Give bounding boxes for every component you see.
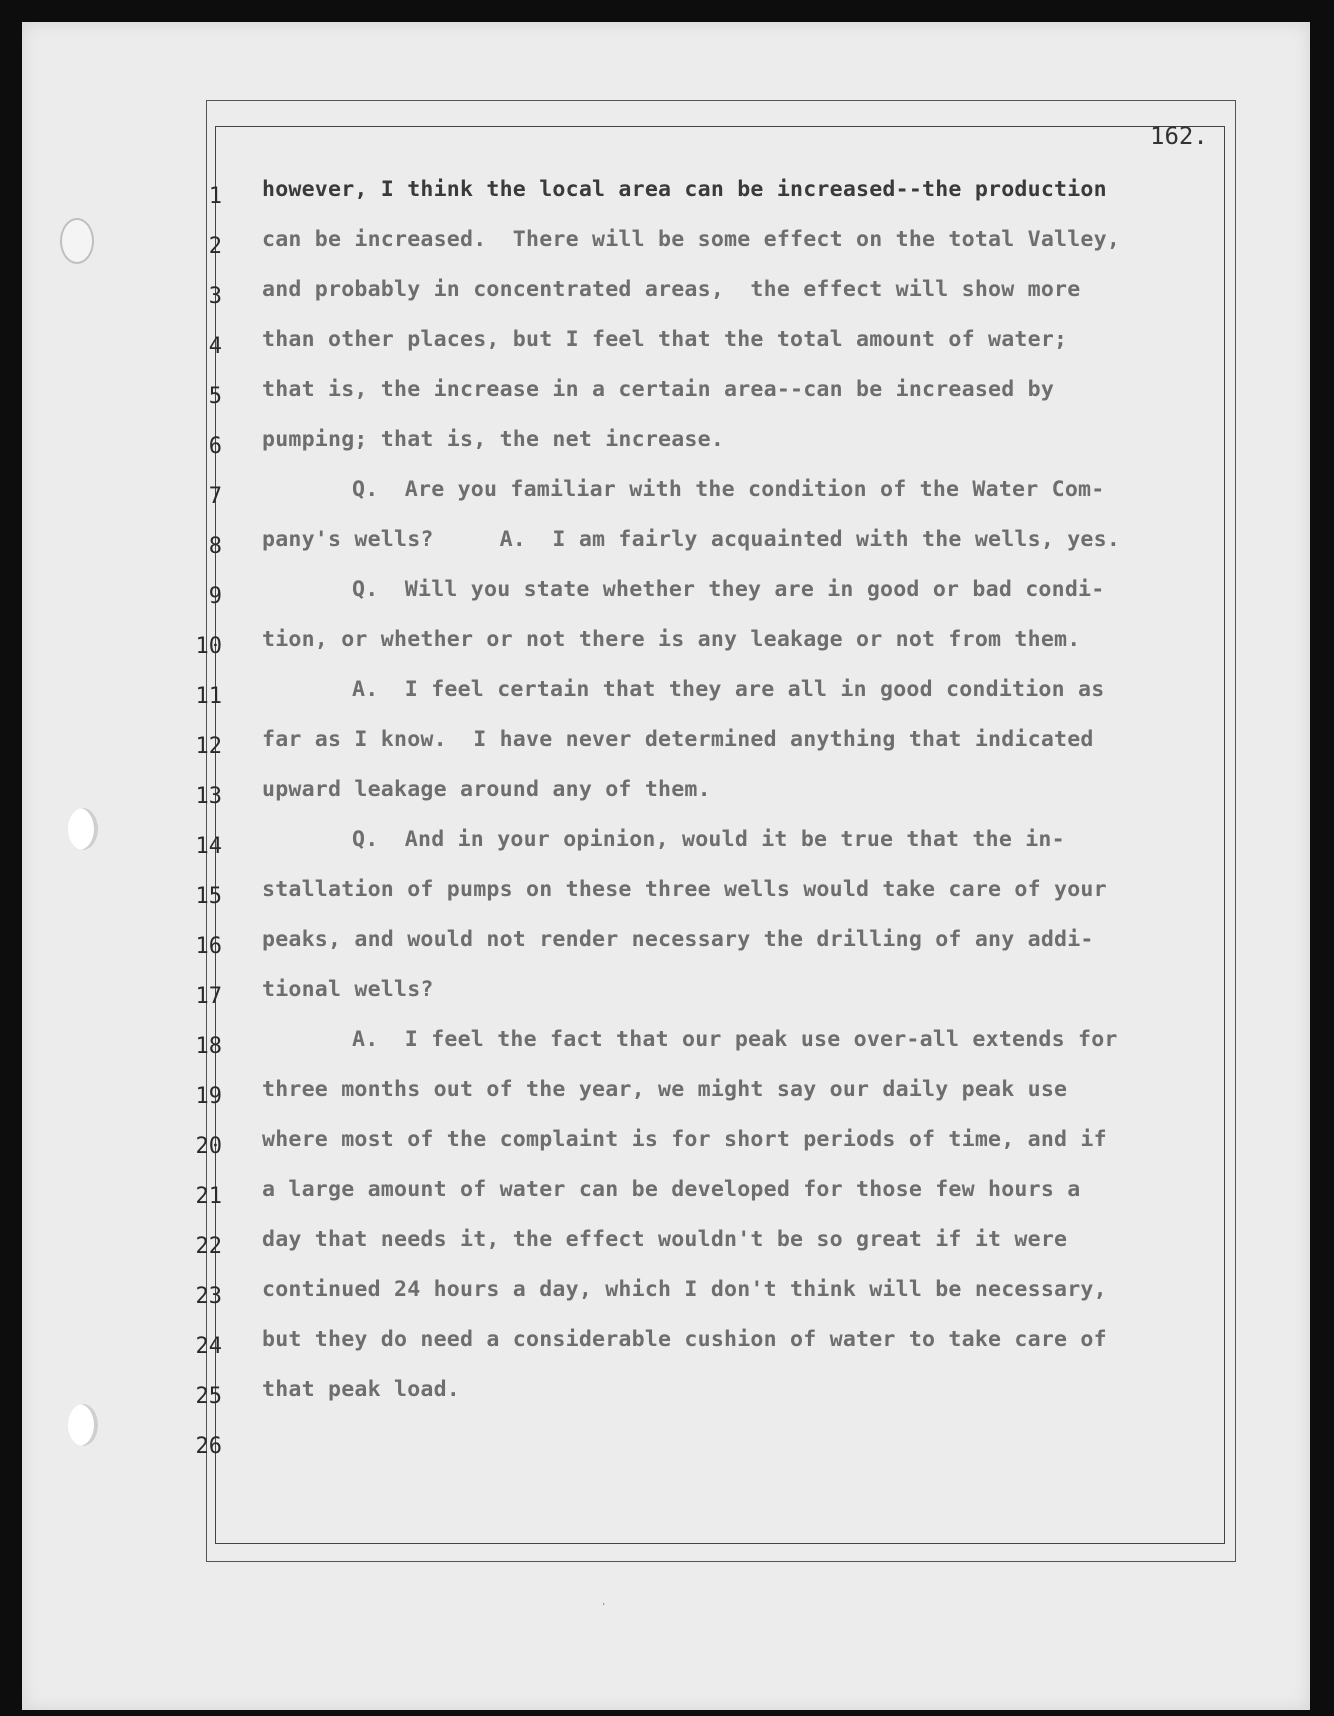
line-number: 1	[208, 184, 222, 209]
line-number: 15	[195, 884, 222, 909]
line-number: 23	[195, 1284, 222, 1309]
paper-speck: ’	[602, 1602, 606, 1613]
transcript-line: and probably in concentrated areas, the effect will show more	[262, 277, 1081, 302]
transcript-line: but they do need a considerable cushion of water to take care of	[262, 1327, 1107, 1352]
transcript-line: tional wells?	[262, 977, 434, 1002]
line-number: 8	[208, 534, 222, 559]
line-number: 7	[208, 484, 222, 509]
transcript-line: however, I think the local area can be increased--the production	[262, 177, 1107, 202]
line-number: 18	[195, 1034, 222, 1059]
transcript-line: pumping; that is, the net increase.	[262, 427, 725, 452]
line-number: 5	[208, 384, 222, 409]
line-number: 17	[195, 984, 222, 1009]
line-number: 16	[195, 934, 222, 959]
transcript-line: day that needs it, the effect wouldn't be so great if it were	[262, 1227, 1068, 1252]
line-number: 2	[208, 234, 222, 259]
transcript-line: far as I know. I have never determined anything that indicated	[262, 727, 1094, 752]
punch-hole-bottom	[68, 1404, 98, 1446]
line-number: 3	[208, 284, 222, 309]
line-number: 21	[195, 1184, 222, 1209]
line-number: 12	[195, 734, 222, 759]
transcript-line: three months out of the year, we might say our daily peak use	[262, 1077, 1068, 1102]
transcript-line: A. I feel certain that they are all in good condition as	[352, 677, 1105, 702]
transcript-line: Q. And in your opinion, would it be true that the in-	[352, 827, 1065, 852]
line-number: 10	[195, 634, 222, 659]
line-number: 14	[195, 834, 222, 859]
line-number: 20	[195, 1134, 222, 1159]
line-number: 25	[195, 1384, 222, 1409]
line-number: 9	[208, 584, 222, 609]
transcript-line: than other places, but I feel that the total amount of water;	[262, 327, 1068, 352]
transcript-line: that is, the increase in a certain area--can be increased by	[262, 377, 1055, 402]
line-number: 4	[208, 334, 222, 359]
transcript-line: upward leakage around any of them.	[262, 777, 711, 802]
transcript-line: Q. Are you familiar with the condition of the Water Com-	[352, 477, 1105, 502]
transcript-line: a large amount of water can be developed for those few hours a	[262, 1177, 1081, 1202]
punch-hole-top	[60, 218, 94, 264]
punch-hole-middle	[68, 808, 98, 850]
line-number: 26	[195, 1434, 222, 1459]
transcript-line: continued 24 hours a day, which I don't think will be necessary,	[262, 1277, 1107, 1302]
transcript-line: stallation of pumps on these three wells would take care of your	[262, 877, 1107, 902]
line-number: 6	[208, 434, 222, 459]
transcript-line: Q. Will you state whether they are in good or bad condi-	[352, 577, 1105, 602]
line-number: 24	[195, 1334, 222, 1359]
transcript-line: A. I feel the fact that our peak use over-all extends for	[352, 1027, 1118, 1052]
transcript-line: that peak load.	[262, 1377, 461, 1402]
line-number: 13	[195, 784, 222, 809]
transcript-line: can be increased. There will be some effect on the total Valley,	[262, 227, 1121, 252]
line-number: 22	[195, 1234, 222, 1259]
line-number: 11	[195, 684, 222, 709]
line-number: 19	[195, 1084, 222, 1109]
transcript-line: where most of the complaint is for short periods of time, and if	[262, 1127, 1107, 1152]
page-number: 162.	[1150, 122, 1208, 150]
transcript-line: tion, or whether or not there is any leakage or not from them.	[262, 627, 1081, 652]
transcript-line: pany's wells? A. I am fairly acquainted with the wells, yes.	[262, 527, 1121, 552]
transcript-line: peaks, and would not render necessary the drilling of any addi-	[262, 927, 1094, 952]
